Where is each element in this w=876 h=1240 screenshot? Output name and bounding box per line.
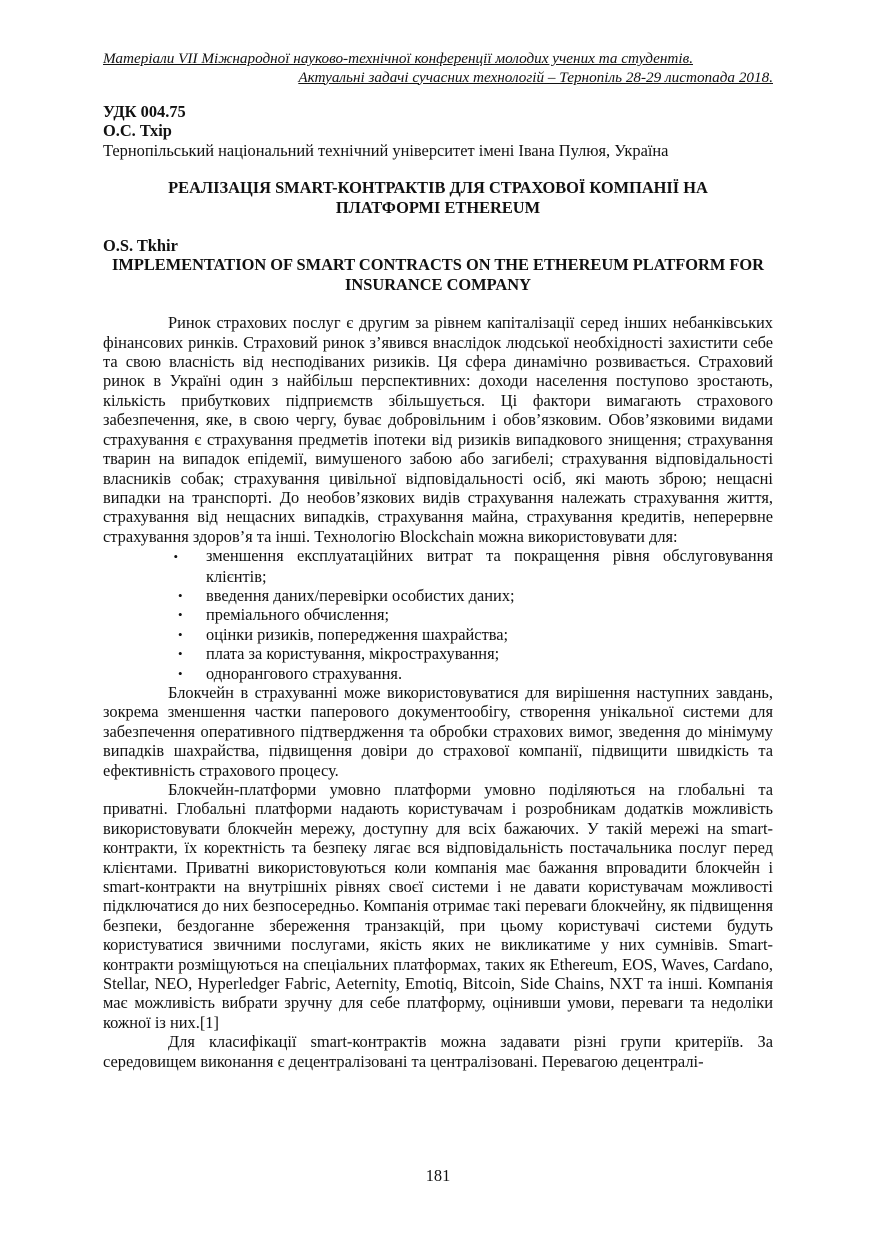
title-ua: РЕАЛІЗАЦІЯ SMART-КОНТРАКТІВ ДЛЯ СТРАХОВОЇ КОМПАНІЇ НА ПЛАТФОРМІ ETHEREUM [168, 178, 708, 217]
paragraph-1: Ринок страхових послуг є другим за рівнем капіталізації серед інших небанківських фінансових ринків. Страховий ринок з’явився внаслідок людської необхідності захистити себе та свою власність від несподіваних ризиків. Ця сфера динамічно розвивається. Страховий ринок в Україні один з найбільш перспективних: доходи населення поступово зростають, кількість прибуткових підприємств збільшується. Ці фактори вимагають страхового забезпечення, яке, в свою чергу, буває добровільним і обов’язковим. Обов’язковими видами страхування є страхування предметів іпотеки від ризиків випадкового знищення; страхування тварин на випадок епідемії, вимушеного забою або загибелі; страхування відповідальності власників собак; страхування цивільної відповідальності осіб, які мають зброю; нещасні випадки на транспорті. До необов’язкових видів страхування належать страхування життя, страхування від нещасних випадків, страхування майна, страхування кредитів, неперервне страхування здоров’я та інші. Технологію Blockchain можна використовувати для: [103, 313, 773, 546]
list-item-text: зменшення експлуатаційних витрат та покращення рівня обслуговування клієнтів; [206, 546, 773, 586]
running-head [103, 50, 773, 87]
running-head-line-2: Актуальні задачі сучасних технологій – Тернопіль 28-29 листопада 2018. [298, 68, 773, 86]
bullet-icon: • [178, 646, 183, 662]
list-item-text: однорангового страхування. [206, 663, 403, 683]
paragraph-3: Блокчейн-платформи умовно платформи умовно поділяються на глобальні та приватні. Глобальні платформи надають користувачам і розробникам додатків можливість використовувати блокчейн мережу, доступну для всіх бажаючих. У такій мережі на smart-контракти, їх коректність та безпеку лягає вся відповідальність постачальника послуг перед клієнтами. Приватні використовуються коли компанія має бажання впровадити блокчейн і smart-контракти на внутрішніх рівнях своєї системи і не давати користувачам можливості підключатися до них безпосередньо. Компанія отримає такі переваги блокчейну, як підвищення безпеки, бездоганне збереження транзакцій, при цьому користувачі системи будуть користуватися звичними послугами, якість яких не викликатиме у них сумнівів. Smart-контракти розміщуються на спеціальних платформах, таких як Ethereum, EOS, Waves, Cardano, Stellar, NEO, Hyperledger Fabric, Aeternity, Emotiq, Bitcoin, Side Chains, NXT та інші. Компанія має можливість вибрати зручну для себе платформу, оцінивши умови, переваги та недоліки кожної із них.[1] [103, 780, 773, 1032]
paragraph-2: Блокчейн в страхуванні може використовуватися для вирішення наступних завдань, зокрема зменшення частки паперового документообігу, створення унікальної системи для забезпечення оперативного підтвердження та обробки страхових вимог, зведення до мінімуму випадків шахрайства, підвищення довіри до страхової компанії, підвищити швидкість та ефективність страхового процесу. [103, 682, 773, 780]
list-item [103, 605, 773, 624]
bullet-icon: • [178, 626, 183, 642]
bullet-icon: • [178, 665, 183, 681]
author-en: O.S. Tkhir [103, 236, 178, 256]
list-item-text: преміального обчислення; [206, 605, 390, 625]
affiliation: Тернопільський національний технічний університет імені Івана Пулюя, Україна [103, 140, 669, 160]
list-item [103, 644, 773, 663]
list-item [103, 664, 773, 683]
list-item-text: плата за користування, мікрострахування; [206, 644, 500, 664]
list-item [103, 546, 773, 586]
bullet-icon: • [178, 587, 183, 603]
paragraph-4: Для класифікації smart-контрактів можна задавати різні групи критеріїв. За середовищем виконання є децентралізовані та централізовані. Перевагою децентралі- [103, 1032, 773, 1071]
bullet-list [103, 546, 773, 683]
list-item [103, 625, 773, 644]
page-number: 181 [425, 1166, 451, 1185]
running-head-line-1: Матеріали VII Міжнародної науково-технічної конференції молодих учених та студентів. [103, 50, 693, 67]
bullet-icon: • [173, 549, 178, 565]
list-item-text: оцінки ризиків, попередження шахрайства; [206, 624, 509, 644]
udc-code: УДК 004.75 [103, 102, 186, 121]
author-ua: О.С. Тхір [103, 121, 172, 141]
title-en: IMPLEMENTATION OF SMART CONTRACTS ON THE ETHEREUM PLATFORM FOR INSURANCE COMPANY [111, 255, 765, 294]
list-item [103, 586, 773, 605]
bullet-icon: • [178, 607, 183, 623]
list-item-text: введення даних/перевірки особистих даних; [206, 585, 515, 605]
